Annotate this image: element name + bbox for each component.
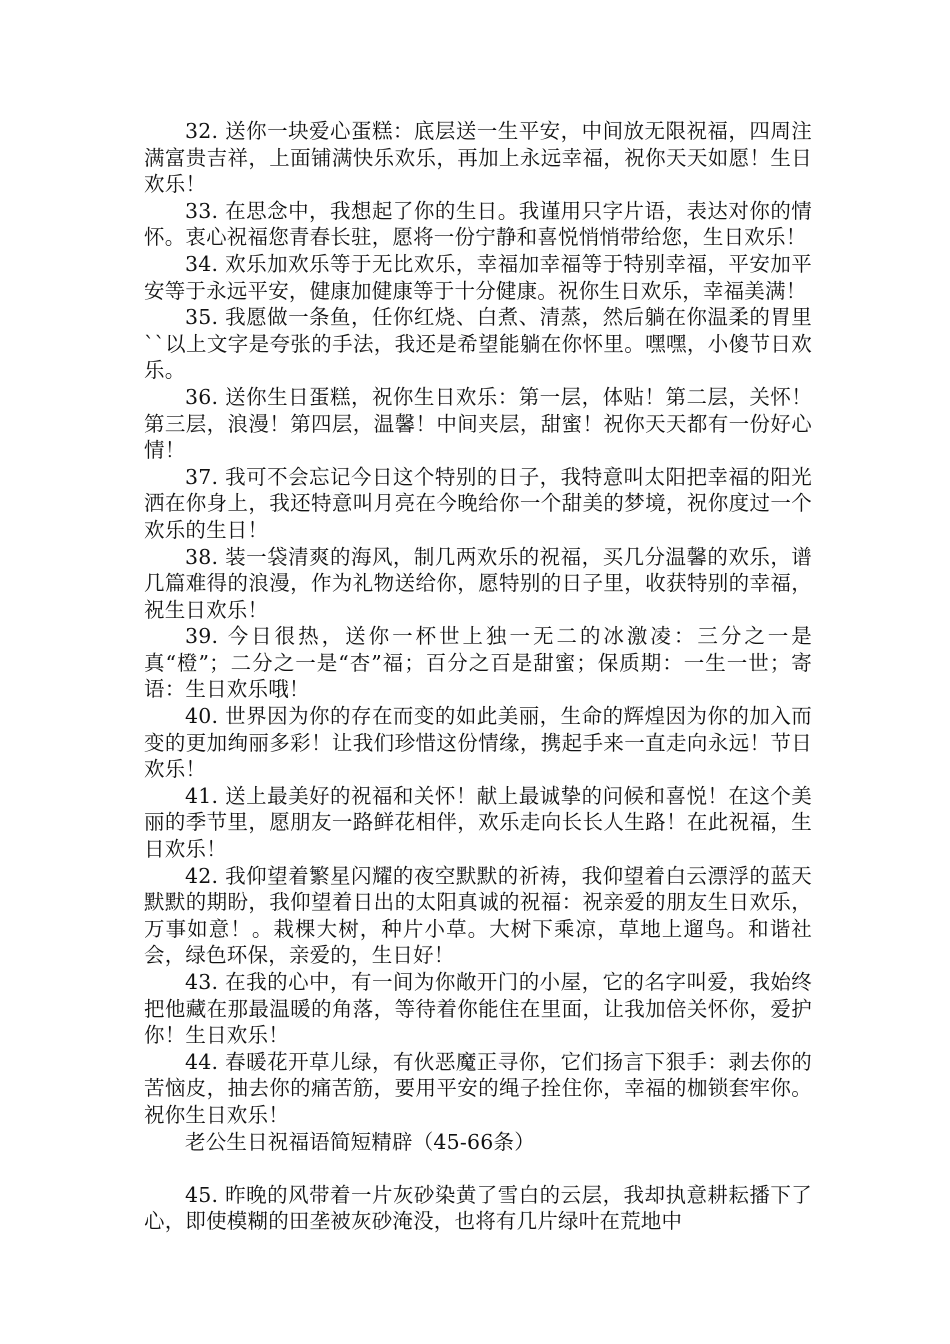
paragraph-36: 36. 送你生日蛋糕，祝你生日欢乐：第一层，体贴！第二层，关怀！第三层，浪漫！第四层，温馨！中间夹层，甜蜜！祝你天天都有一份好心情！ (144, 384, 812, 463)
section-heading: 老公生日祝福语简短精辟（45-66条） (185, 1129, 535, 1154)
paragraph-41: 41. 送上最美好的祝福和关怀！献上最诚挚的问候和喜悦！在这个美丽的季节里，愿朋友一路鲜花相伴，欢乐走向长长人生路！在此祝福，生日欢乐！ (144, 783, 812, 862)
blank-line (144, 1155, 812, 1182)
paragraph-40: 40. 世界因为你的存在而变的如此美丽，生命的辉煌因为你的加入而变的更加绚丽多彩！让我们珍惜这份情缘，携起手来一直走向永远！节日欢乐！ (144, 704, 812, 782)
paragraph-39: 39. 今日很热，送你一杯世上独一无二的冰激凌：三分之一是真“橙”；二分之一是“杏”福；百分之百是甜蜜；保质期：一生一世；寄语：生日欢乐哦！ (144, 624, 812, 702)
paragraph-44: 44. 春暖花开草儿绿，有伙恶魔正寻你，它们扬言下狠手：剥去你的苦恼皮，抽去你的痛苦筋，要用平安的绳子拴住你，幸福的枷锁套牢你。祝你生日欢乐！ (144, 1049, 812, 1127)
paragraph-33: 33. 在思念中，我想起了你的生日。我谨用只字片语，表达对你的情怀。衷心祝福您青春长驻，愿将一份宁静和喜悦悄悄带给您，生日欢乐！ (144, 198, 812, 250)
document-page (144, 118, 812, 1235)
paragraph-43: 43. 在我的心中，有一间为你敞开门的小屋，它的名字叫爱，我始终把他藏在那最温暖的角落，等待着你能住在里面，让我加倍关怀你，爱护你！生日欢乐！ (144, 970, 812, 1048)
paragraph-42: 42. 我仰望着繁星闪耀的夜空默默的祈祷，我仰望着白云漂浮的蓝天默默的期盼，我仰望着日出的太阳真诚的祝福：祝亲爱的朋友生日欢乐，万事如意！。栽棵大树，种片小草。大树下乘凉，草地上遛鸟。和谐社会，绿色环保，亲爱的，生日好！ (144, 863, 812, 968)
paragraph-35: 35. 我愿做一条鱼，任你红烧、白煮、清蒸，然后躺在你温柔的胃里``以上文字是夸张的手法，我还是希望能躺在你怀里。嘿嘿，小傻节日欢乐。 (144, 305, 812, 383)
paragraph-34: 34. 欢乐加欢乐等于无比欢乐，幸福加幸福等于特别幸福，平安加平安等于永远平安，健康加健康等于十分健康。祝你生日欢乐，幸福美满！ (144, 251, 812, 303)
paragraph-45: 45. 昨晚的风带着一片灰砂染黄了雪白的云层，我却执意耕耘播下了心，即使模糊的田垄被灰砂淹没，也将有几片绿叶在荒地中 (144, 1182, 812, 1234)
paragraph-32: 32. 送你一块爱心蛋糕：底层送一生平安，中间放无限祝福，四周注满富贵吉祥，上面铺满快乐欢乐，再加上永远幸福，祝你天天如愿！生日欢乐！ (144, 119, 812, 197)
paragraph-37: 37. 我可不会忘记今日这个特别的日子，我特意叫太阳把幸福的阳光洒在你身上，我还特意叫月亮在今晚给你一个甜美的梦境，祝你度过一个欢乐的生日！ (144, 464, 812, 542)
paragraph-38: 38. 装一袋清爽的海风，制几两欢乐的祝福，买几分温馨的欢乐，谱几篇难得的浪漫，作为礼物送给你，愿特别的日子里，收获特别的幸福，祝生日欢乐！ (144, 544, 812, 622)
